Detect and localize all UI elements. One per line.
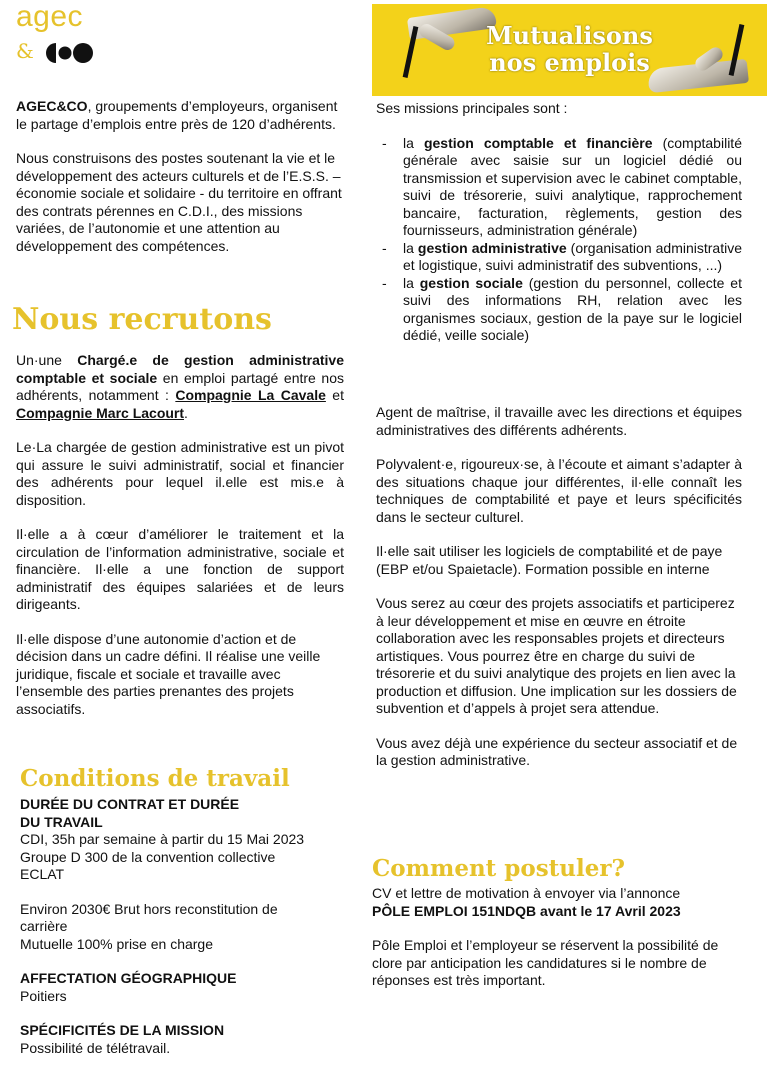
recrutons-p1-a: Un·une: [16, 352, 78, 368]
banner-line-2: nos emplois: [489, 48, 650, 77]
intro-section: [16, 98, 348, 255]
profil-paragraph-1: Agent de maîtrise, il travaille avec les directions et équipes administratives des différents adhérents.: [376, 404, 742, 438]
profil-paragraph-3: Il·elle sait utiliser les logiciels de comptabilité et de paye (EBP et/ou Spaietacle). Formation possible en interne: [376, 543, 723, 577]
mission-1-pre: la: [403, 134, 424, 151]
duree-line-3: ECLAT: [20, 866, 65, 882]
conditions-section: [20, 796, 350, 1057]
intro-paragraph-1: [16, 98, 348, 133]
recrutons-paragraph-1: [16, 352, 344, 422]
heading-comment-postuler: Comment postuler?: [372, 855, 625, 882]
recrutons-p1-d: .: [184, 404, 188, 421]
mission-3-pre: la: [403, 274, 420, 291]
link-compagnie-la-cavale[interactable]: Compagnie La Cavale: [175, 387, 326, 403]
mission-1-title: gestion comptable et financière: [423, 134, 653, 151]
profil-paragraph-4: Vous serez au cœur des projets associatifs et participerez à leur développement et mise en œuvre en étroite collaboration avec les responsables projets et directeurs artistiques. Vous pourrez être en charge du suivi de trésorerie et du suivi analytique des projets en lien avec la production et diffusion. Une implication sur les dossiers de subvention et d’appels à projet sera attendue.: [376, 595, 737, 716]
agecco-name: AGEC&CO: [16, 98, 88, 114]
affectation-value: Poitiers: [20, 987, 67, 1004]
recrutons-paragraph-4: Il·elle dispose d’une autonomie d’action et de décision dans un cadre défini. Il réalise une veille juridique, fiscale et sociale et travaille avec l’ensemble des parties prenantes des projets associatifs.: [16, 630, 321, 717]
specificites-value: Possibilité de télétravail.: [20, 1039, 171, 1056]
logo-ampersand: &: [16, 39, 34, 63]
salaire-line-3: Mutuelle 100% prise en charge: [20, 935, 214, 952]
mission-2-title: gestion administrative: [417, 239, 567, 256]
logo-wordmark: agec: [16, 0, 84, 33]
mission-item: [376, 240, 742, 275]
banner-line-1: Mutualisons: [486, 21, 653, 50]
postuler-paragraph-2: Pôle Emploi et l’employeur se réservent la possibilité de clore par anticipation les candidatures si le nombre de réponses est très important.: [372, 937, 719, 988]
salaire-line-2: carrière: [20, 918, 68, 934]
duree-title-line-1: DURÉE DU CONTRAT ET DURÉE: [20, 796, 240, 812]
banner-title: [372, 22, 767, 76]
affectation-title: AFFECTATION GÉOGRAPHIQUE: [20, 970, 237, 986]
mission-2-pre: la: [403, 239, 418, 256]
missions-section: [376, 100, 742, 345]
mission-3-text: (gestion du personnel, collecte et suivi des informations RH, relation avec les organismes sociaux, gestion de la paye sur le logiciel dédié, veille sociale): [403, 274, 742, 343]
mission-3-title: gestion sociale: [419, 274, 523, 291]
duree-line-2: Groupe D 300 de la convention collective: [20, 848, 276, 865]
intro-paragraph-2: Nous construisons des postes soutenant la vie et le développement des acteurs culturels et de l’E.S.S. – économie sociale et solidaire - du territoire en offrant des contrats pérennes en C.D.I., des missions variées, de l’autonomie et une attention au développement des compétences.: [16, 150, 342, 254]
job-title: Chargé.e de gestion administrative comptable et sociale: [16, 352, 344, 386]
link-compagnie-marc-lacourt[interactable]: Compagnie Marc Lacourt: [16, 404, 185, 421]
profil-section: [376, 404, 742, 770]
recrutons-p1-c: et: [325, 387, 344, 403]
recrutons-section: [16, 352, 344, 718]
postuler-section: [372, 885, 742, 990]
recrutons-paragraph-3: Il·elle a à cœur d’améliorer le traitement et la circulation de l’information administrative, sociale et financière. Il·elle a une fonction de support administratif des équipes salariées et de leurs dirigeants.: [16, 526, 344, 612]
mutualisons-banner: [372, 4, 767, 96]
recrutons-p1-b: en emploi partagé entre nos adhérents, notamment :: [16, 369, 345, 403]
mission-2-text: (organisation administrative et logistique, suivi administratif des subventions, ...): [403, 239, 742, 273]
pole-emploi-reference: PÔLE EMPLOI 151NDQB avant le 17 Avril 2023: [372, 902, 681, 919]
missions-list: [376, 135, 742, 345]
logo-co-mark: [34, 40, 96, 66]
heading-conditions-de-travail: Conditions de travail: [20, 765, 290, 792]
heading-nous-recrutons: Nous recrutons: [12, 302, 272, 337]
salaire-line-1: Environ 2030€ Brut hors reconstitution de: [20, 900, 278, 917]
missions-intro: Ses missions principales sont :: [376, 100, 568, 116]
duree-line-1: CDI, 35h par semaine à partir du 15 Mai 2023: [20, 831, 305, 847]
postuler-line-1: CV et lettre de motivation à envoyer via l’annonce: [372, 885, 681, 901]
specificites-title: SPÉCIFICITÉS DE LA MISSION: [20, 1022, 225, 1038]
profil-paragraph-5: Vous avez déjà une expérience du secteur associatif et de la gestion administrative.: [376, 734, 738, 768]
profil-paragraph-2: Polyvalent·e, rigoureux·se, à l’écoute et aimant s’adapter à des situations chaque jour différentes, il·elle connaît les techniques de comptabilité et paye et leurs spécificités dans le secteur culturel.: [376, 456, 742, 525]
mission-item: [376, 275, 742, 345]
recrutons-paragraph-2: Le·La chargée de gestion administrative est un pivot qui assure le suivi administratif, social et financier des adhérents pour lequel il.elle est mis.e à disposition.: [16, 439, 344, 508]
intro-p1-text: , groupements d’employeurs, organisent le partage d’emplois entre près de 120 d’adhérents.: [16, 98, 338, 132]
mission-1-text: (comptabilité générale avec saisie sur un logiciel dédié ou transmission et supervision avec le cabinet comptable, suivi de trésorerie, suivi analytique, rapprochement bancaire, facturation, règlements, gestion des fournisseurs, administration générale): [403, 134, 742, 238]
mission-item: [376, 135, 742, 240]
duree-title-line-2: DU TRAVAIL: [20, 813, 103, 830]
